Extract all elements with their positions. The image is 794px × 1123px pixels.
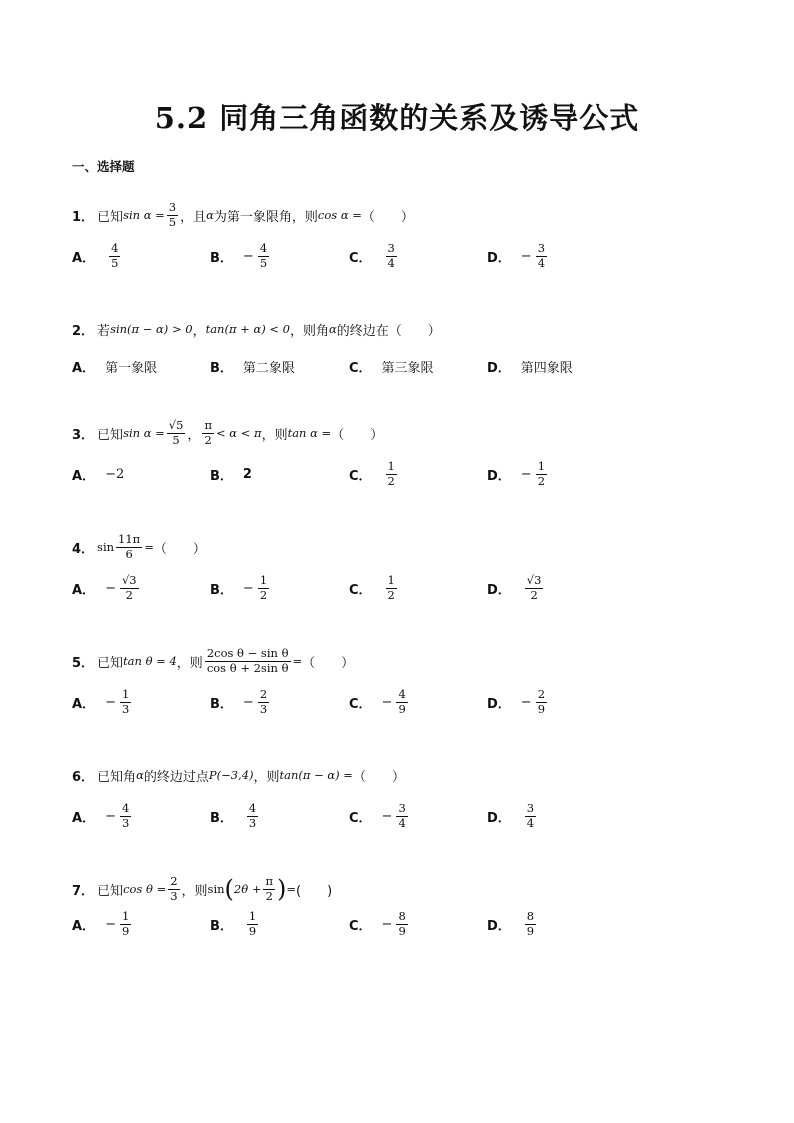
stem-math: tan α =	[287, 426, 332, 440]
option-a	[72, 798, 133, 834]
fraction-numerator: 1	[537, 459, 546, 474]
option-a	[72, 684, 133, 720]
question-stem	[72, 200, 732, 230]
options-row	[72, 570, 732, 606]
stem-fraction	[205, 647, 291, 674]
question-stem	[72, 532, 732, 562]
option-c	[349, 238, 399, 274]
option-label: B．	[210, 360, 233, 376]
stem-math: α	[206, 208, 214, 222]
option-label: A．	[72, 696, 96, 712]
option-sign: −	[105, 694, 116, 710]
option-fraction	[109, 242, 120, 269]
fraction-numerator: 8	[526, 909, 535, 924]
options-row	[72, 798, 732, 834]
stem-math: < α < π	[216, 426, 262, 440]
option-sign: −	[520, 466, 532, 482]
option-sign: −	[242, 248, 254, 264]
option-a	[72, 238, 122, 274]
stem-text: 的终边过点	[143, 769, 209, 785]
fraction-numerator: 4	[259, 241, 268, 256]
fraction-numerator: 4	[111, 241, 119, 256]
options-row	[72, 684, 732, 720]
stem-text: ，	[192, 323, 206, 339]
question-6	[72, 760, 732, 834]
option-label: C．	[349, 810, 372, 826]
stem-text: 已知	[97, 655, 124, 671]
option-d	[487, 906, 538, 942]
fraction-denominator: 9	[248, 923, 257, 938]
option-text: 第一象限	[105, 360, 158, 376]
question-stem	[72, 418, 732, 448]
fraction-denominator: 5	[168, 214, 177, 229]
fraction-denominator: 4	[526, 815, 535, 830]
stem-math: =	[286, 882, 297, 896]
fraction-numerator: √3	[121, 573, 137, 588]
question-number: 5．	[72, 655, 95, 671]
fraction-denominator: cos θ + 2sin θ	[206, 660, 289, 675]
fraction-numerator: 4	[248, 801, 257, 816]
question-4	[72, 532, 732, 606]
option-sign: −	[520, 248, 532, 264]
fraction-denominator: 2	[259, 587, 268, 602]
option-label: D．	[487, 696, 511, 712]
fraction-denominator: 3	[121, 815, 130, 830]
stem-math: α	[329, 322, 337, 336]
fraction-denominator: 2	[125, 587, 133, 602]
fraction-denominator: 5	[259, 255, 268, 270]
option-text: 第三象限	[381, 360, 434, 376]
question-stem	[72, 646, 732, 676]
option-label: A．	[72, 468, 96, 484]
option-fraction	[536, 242, 547, 269]
option-fraction	[258, 688, 269, 715]
stem-fraction	[116, 533, 142, 560]
option-fraction	[247, 910, 258, 937]
option-label: B．	[210, 918, 233, 934]
question-1	[72, 200, 732, 274]
question-number: 1．	[72, 209, 95, 225]
option-text: 第四象限	[520, 360, 573, 376]
option-sign: −	[105, 808, 116, 824]
stem-math: sin	[97, 540, 115, 554]
option-sign: −	[381, 916, 393, 932]
option-fraction	[386, 574, 397, 601]
stem-fraction	[167, 419, 186, 446]
option-label: A．	[72, 810, 96, 826]
fraction-denominator: 9	[398, 701, 406, 716]
option-fraction	[120, 574, 139, 601]
option-c	[349, 456, 399, 492]
fraction-numerator: 2cos θ − sin θ	[206, 646, 289, 661]
stem-math: sin α =	[123, 426, 165, 440]
answer-paren: （ ）	[153, 541, 206, 557]
stem-math: sin α =	[123, 208, 165, 222]
fraction-denominator: 5	[172, 432, 180, 447]
fraction-numerator: 4	[121, 801, 130, 816]
fraction-denominator: 2	[265, 888, 273, 903]
fraction-denominator: 4	[398, 815, 406, 830]
option-fraction	[386, 242, 397, 269]
fraction-numerator: 3	[168, 200, 177, 215]
stem-math: tan(π − α) =	[279, 768, 353, 782]
option-d	[487, 684, 549, 720]
option-a	[72, 570, 141, 606]
fraction-numerator: 8	[398, 909, 406, 924]
stem-text: 已知	[97, 209, 124, 225]
fraction-denominator: 9	[398, 923, 406, 938]
option-c	[349, 684, 410, 720]
options-row	[72, 348, 732, 384]
question-5	[72, 646, 732, 720]
option-fraction	[525, 802, 536, 829]
option-label: B．	[210, 468, 233, 484]
fraction-denominator: 9	[537, 701, 546, 716]
fraction-numerator: 3	[387, 241, 395, 256]
fraction-numerator: √5	[168, 418, 184, 433]
question-stem	[72, 874, 732, 904]
fraction-denominator: 9	[121, 923, 130, 938]
option-a	[72, 456, 124, 492]
option-d	[487, 456, 549, 492]
fraction-numerator: 3	[526, 801, 535, 816]
stem-text: ，且	[180, 209, 207, 225]
options-row	[72, 906, 732, 942]
option-b	[210, 348, 295, 384]
stem-math: tan θ = 4	[123, 654, 177, 668]
option-b	[210, 456, 252, 492]
question-number: 6．	[72, 769, 95, 785]
stem-fraction	[167, 201, 178, 228]
fraction-numerator: π	[204, 418, 212, 433]
stem-math: tan(π + α) < 0	[205, 322, 290, 336]
answer-paren: （ ）	[331, 427, 384, 443]
option-c	[349, 348, 434, 384]
fraction-denominator: 3	[259, 701, 268, 716]
option-label: D．	[487, 810, 511, 826]
fraction-denominator: 2	[387, 473, 395, 488]
option-sign: −	[242, 580, 254, 596]
option-b	[210, 570, 271, 606]
option-fraction	[396, 688, 407, 715]
fraction-denominator: 2	[530, 587, 538, 602]
option-label: A．	[72, 918, 96, 934]
fraction-denominator: 4	[537, 255, 546, 270]
option-b	[210, 238, 271, 274]
option-label: C．	[349, 250, 372, 266]
options-row	[72, 456, 732, 492]
question-number: 3．	[72, 427, 95, 443]
stem-text: ，则	[181, 883, 208, 899]
fraction-denominator: 6	[125, 546, 133, 561]
option-label: D．	[487, 360, 511, 376]
fraction-numerator: π	[265, 874, 274, 889]
option-fraction	[525, 574, 544, 601]
option-label: C．	[349, 360, 372, 376]
option-b	[210, 906, 260, 942]
stem-text: 的终边在（ ）	[336, 323, 441, 339]
stem-text: 为第一象限角，则	[213, 209, 318, 225]
stem-fraction	[168, 875, 179, 902]
fraction-denominator: 3	[170, 888, 178, 903]
stem-text: ，则	[253, 769, 280, 785]
option-label: A．	[72, 250, 96, 266]
question-3	[72, 418, 732, 492]
option-label: D．	[487, 468, 511, 484]
option-label: D．	[487, 250, 511, 266]
question-number: 7．	[72, 883, 95, 899]
option-text: 2	[242, 466, 252, 482]
page-title: 5.2 同角三角函数的关系及诱导公式	[154, 101, 640, 135]
question-number: 2．	[72, 323, 95, 339]
option-label: B．	[210, 582, 233, 598]
fraction-denominator: 9	[526, 923, 535, 938]
answer-paren: （ ）	[361, 209, 414, 225]
option-label: C．	[349, 696, 372, 712]
option-label: B．	[210, 810, 233, 826]
stem-text: ，则	[176, 655, 203, 671]
option-fraction	[396, 802, 407, 829]
stem-math: =	[292, 654, 303, 668]
fraction-denominator: 3	[121, 701, 130, 716]
question-2	[72, 314, 732, 384]
fraction-numerator: 3	[398, 801, 406, 816]
stem-text: ，则角	[289, 323, 329, 339]
fraction-numerator: 2	[259, 687, 268, 702]
question-stem	[72, 760, 732, 790]
fraction-numerator: 1	[387, 573, 395, 588]
stem-math: 2θ +	[233, 882, 262, 896]
option-d	[487, 798, 538, 834]
stem-math: =	[144, 540, 154, 554]
stem-math: sin(π − α) > 0	[110, 322, 193, 336]
option-c	[349, 798, 410, 834]
left-paren: (	[224, 875, 234, 903]
option-fraction	[386, 460, 397, 487]
option-label: A．	[72, 582, 96, 598]
option-b	[210, 684, 271, 720]
question-7	[72, 874, 732, 942]
stem-fraction	[263, 875, 275, 902]
option-sign: −	[381, 694, 393, 710]
option-d	[487, 348, 573, 384]
option-fraction	[536, 460, 547, 487]
option-fraction	[396, 910, 407, 937]
stem-text: 已知	[97, 427, 124, 443]
option-sign: −	[242, 694, 254, 710]
option-fraction	[120, 802, 131, 829]
option-c	[349, 570, 399, 606]
stem-text: 已知	[97, 883, 124, 899]
stem-text: ，则	[261, 427, 288, 443]
option-a	[72, 348, 157, 384]
option-label: B．	[210, 696, 233, 712]
option-label: A．	[72, 360, 96, 376]
fraction-numerator: 4	[398, 687, 406, 702]
fraction-numerator: √3	[526, 573, 542, 588]
option-text: 第二象限	[242, 360, 295, 376]
option-sign: −	[105, 916, 116, 932]
fraction-numerator: 1	[259, 573, 268, 588]
stem-math: sin	[207, 882, 225, 896]
option-b	[210, 798, 260, 834]
right-paren: )	[277, 875, 287, 903]
question-stem	[72, 314, 732, 344]
fraction-denominator: 4	[387, 255, 395, 270]
fraction-denominator: 2	[387, 587, 395, 602]
option-label: D．	[487, 918, 511, 934]
option-fraction	[120, 688, 131, 715]
stem-math: P(−3,4)	[208, 768, 254, 782]
fraction-denominator: 2	[204, 432, 212, 447]
option-label: C．	[349, 918, 372, 934]
fraction-numerator: 1	[387, 459, 395, 474]
stem-text: 若	[97, 323, 111, 339]
option-label: B．	[210, 250, 233, 266]
stem-math: cos θ =	[123, 882, 167, 896]
fraction-numerator: 11π	[118, 532, 141, 547]
stem-fraction	[202, 419, 214, 446]
option-fraction	[536, 688, 547, 715]
fraction-numerator: 3	[537, 241, 546, 256]
option-fraction	[258, 574, 269, 601]
question-number: 4．	[72, 541, 95, 557]
option-a	[72, 906, 133, 942]
option-sign: −	[381, 808, 393, 824]
fraction-numerator: 1	[248, 909, 257, 924]
option-label: C．	[349, 582, 372, 598]
answer-paren: （ ）	[302, 655, 355, 671]
option-d	[487, 570, 545, 606]
option-fraction	[525, 910, 536, 937]
fraction-numerator: 1	[121, 687, 130, 702]
section-heading: 一、选择题	[72, 159, 135, 174]
option-label: D．	[487, 582, 511, 598]
answer-paren: （ ）	[352, 769, 405, 785]
option-c	[349, 906, 410, 942]
option-sign: −	[105, 580, 116, 596]
stem-text: 已知角	[97, 769, 137, 785]
option-text: −2	[105, 466, 125, 482]
answer-paren: ( )	[296, 883, 333, 899]
options-row	[72, 238, 732, 274]
stem-math: α	[136, 768, 144, 782]
option-sign: −	[520, 694, 532, 710]
option-label: C．	[349, 468, 372, 484]
option-d	[487, 238, 549, 274]
fraction-denominator: 5	[111, 255, 119, 270]
option-fraction	[258, 242, 269, 269]
stem-text: ，	[187, 427, 201, 443]
option-fraction	[247, 802, 258, 829]
stem-math: cos α =	[317, 208, 362, 222]
fraction-numerator: 2	[537, 687, 546, 702]
option-fraction	[120, 910, 131, 937]
fraction-numerator: 2	[170, 874, 178, 889]
fraction-denominator: 2	[537, 473, 546, 488]
fraction-numerator: 1	[121, 909, 130, 924]
fraction-denominator: 3	[248, 815, 257, 830]
